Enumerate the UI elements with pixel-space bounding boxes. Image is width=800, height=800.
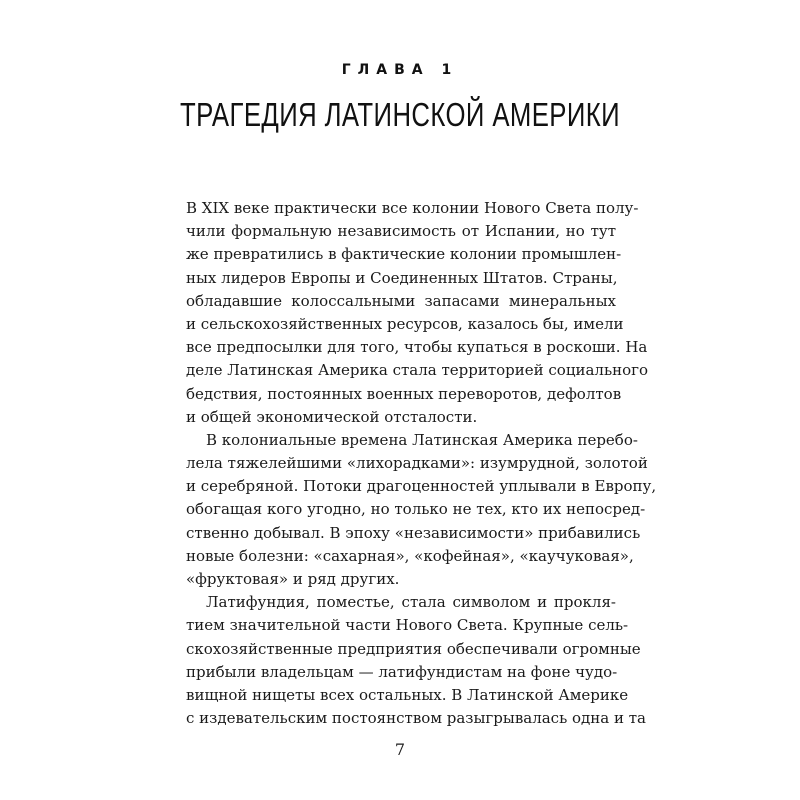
body-text	[186, 197, 657, 730]
text-line: и общей экономической отсталости.	[186, 407, 478, 426]
text-line: с издевательским постоянством разыгрывалась одна и та	[186, 709, 646, 728]
text-line: и серебряной. Потоки драгоценностей уплывали в Европу,	[186, 477, 657, 496]
text-line: вищной нищеты всех остальных. В Латинской Америке	[186, 685, 629, 704]
chapter-label: ГЛАВА 1	[341, 62, 459, 78]
text-line: же превратились в фактические колонии промышлен-	[186, 245, 622, 264]
text-line: В колониальные времена Латинская Америка перебо-	[206, 430, 638, 449]
chapter-title: ТРАГЕДИЯ ЛАТИНСКОЙ АМЕРИКИ	[179, 96, 621, 133]
text-line: новые болезни: «сахарная», «кофейная», «каучуковая»,	[186, 546, 634, 565]
text-line: обладавшие колоссальными запасами минеральных	[186, 291, 616, 310]
text-line: тием значительной части Нового Света. Крупные сель-	[186, 616, 629, 635]
text-line: деле Латинская Америка стала территорией социального	[186, 361, 649, 380]
text-line: обогащая кого угодно, но только не тех, кто их непосред-	[186, 500, 646, 519]
text-line: В XIX веке практически все колонии Нового Света полу-	[186, 199, 639, 217]
text-line: лела тяжелейшими «лихорадками»: изумрудной, золотой	[186, 454, 648, 473]
page-number: 7	[394, 740, 406, 759]
text-line: ственно добывал. В эпоху «независимости» прибавились	[186, 523, 641, 542]
text-line: Латифундия, поместье, стала символом и прокля-	[206, 593, 616, 612]
text-line: ных лидеров Европы и Соединенных Штатов. Страны,	[186, 268, 618, 287]
text-line: и сельскохозяйственных ресурсов, казалось бы, имели	[186, 314, 624, 333]
text-line: «фруктовая» и ряд других.	[186, 570, 400, 588]
text-line: чили формальную независимость от Испании, но тут	[186, 222, 616, 241]
text-line: скохозяйственные предприятия обеспечивали огромные	[186, 639, 641, 658]
text-line: все предпосылки для того, чтобы купаться в роскоши. На	[186, 338, 648, 357]
text-line: бедствия, постоянных военных переворотов, дефолтов	[186, 384, 622, 403]
text-line: прибыли владельцам — латифундистам на фоне чудо-	[186, 662, 618, 681]
